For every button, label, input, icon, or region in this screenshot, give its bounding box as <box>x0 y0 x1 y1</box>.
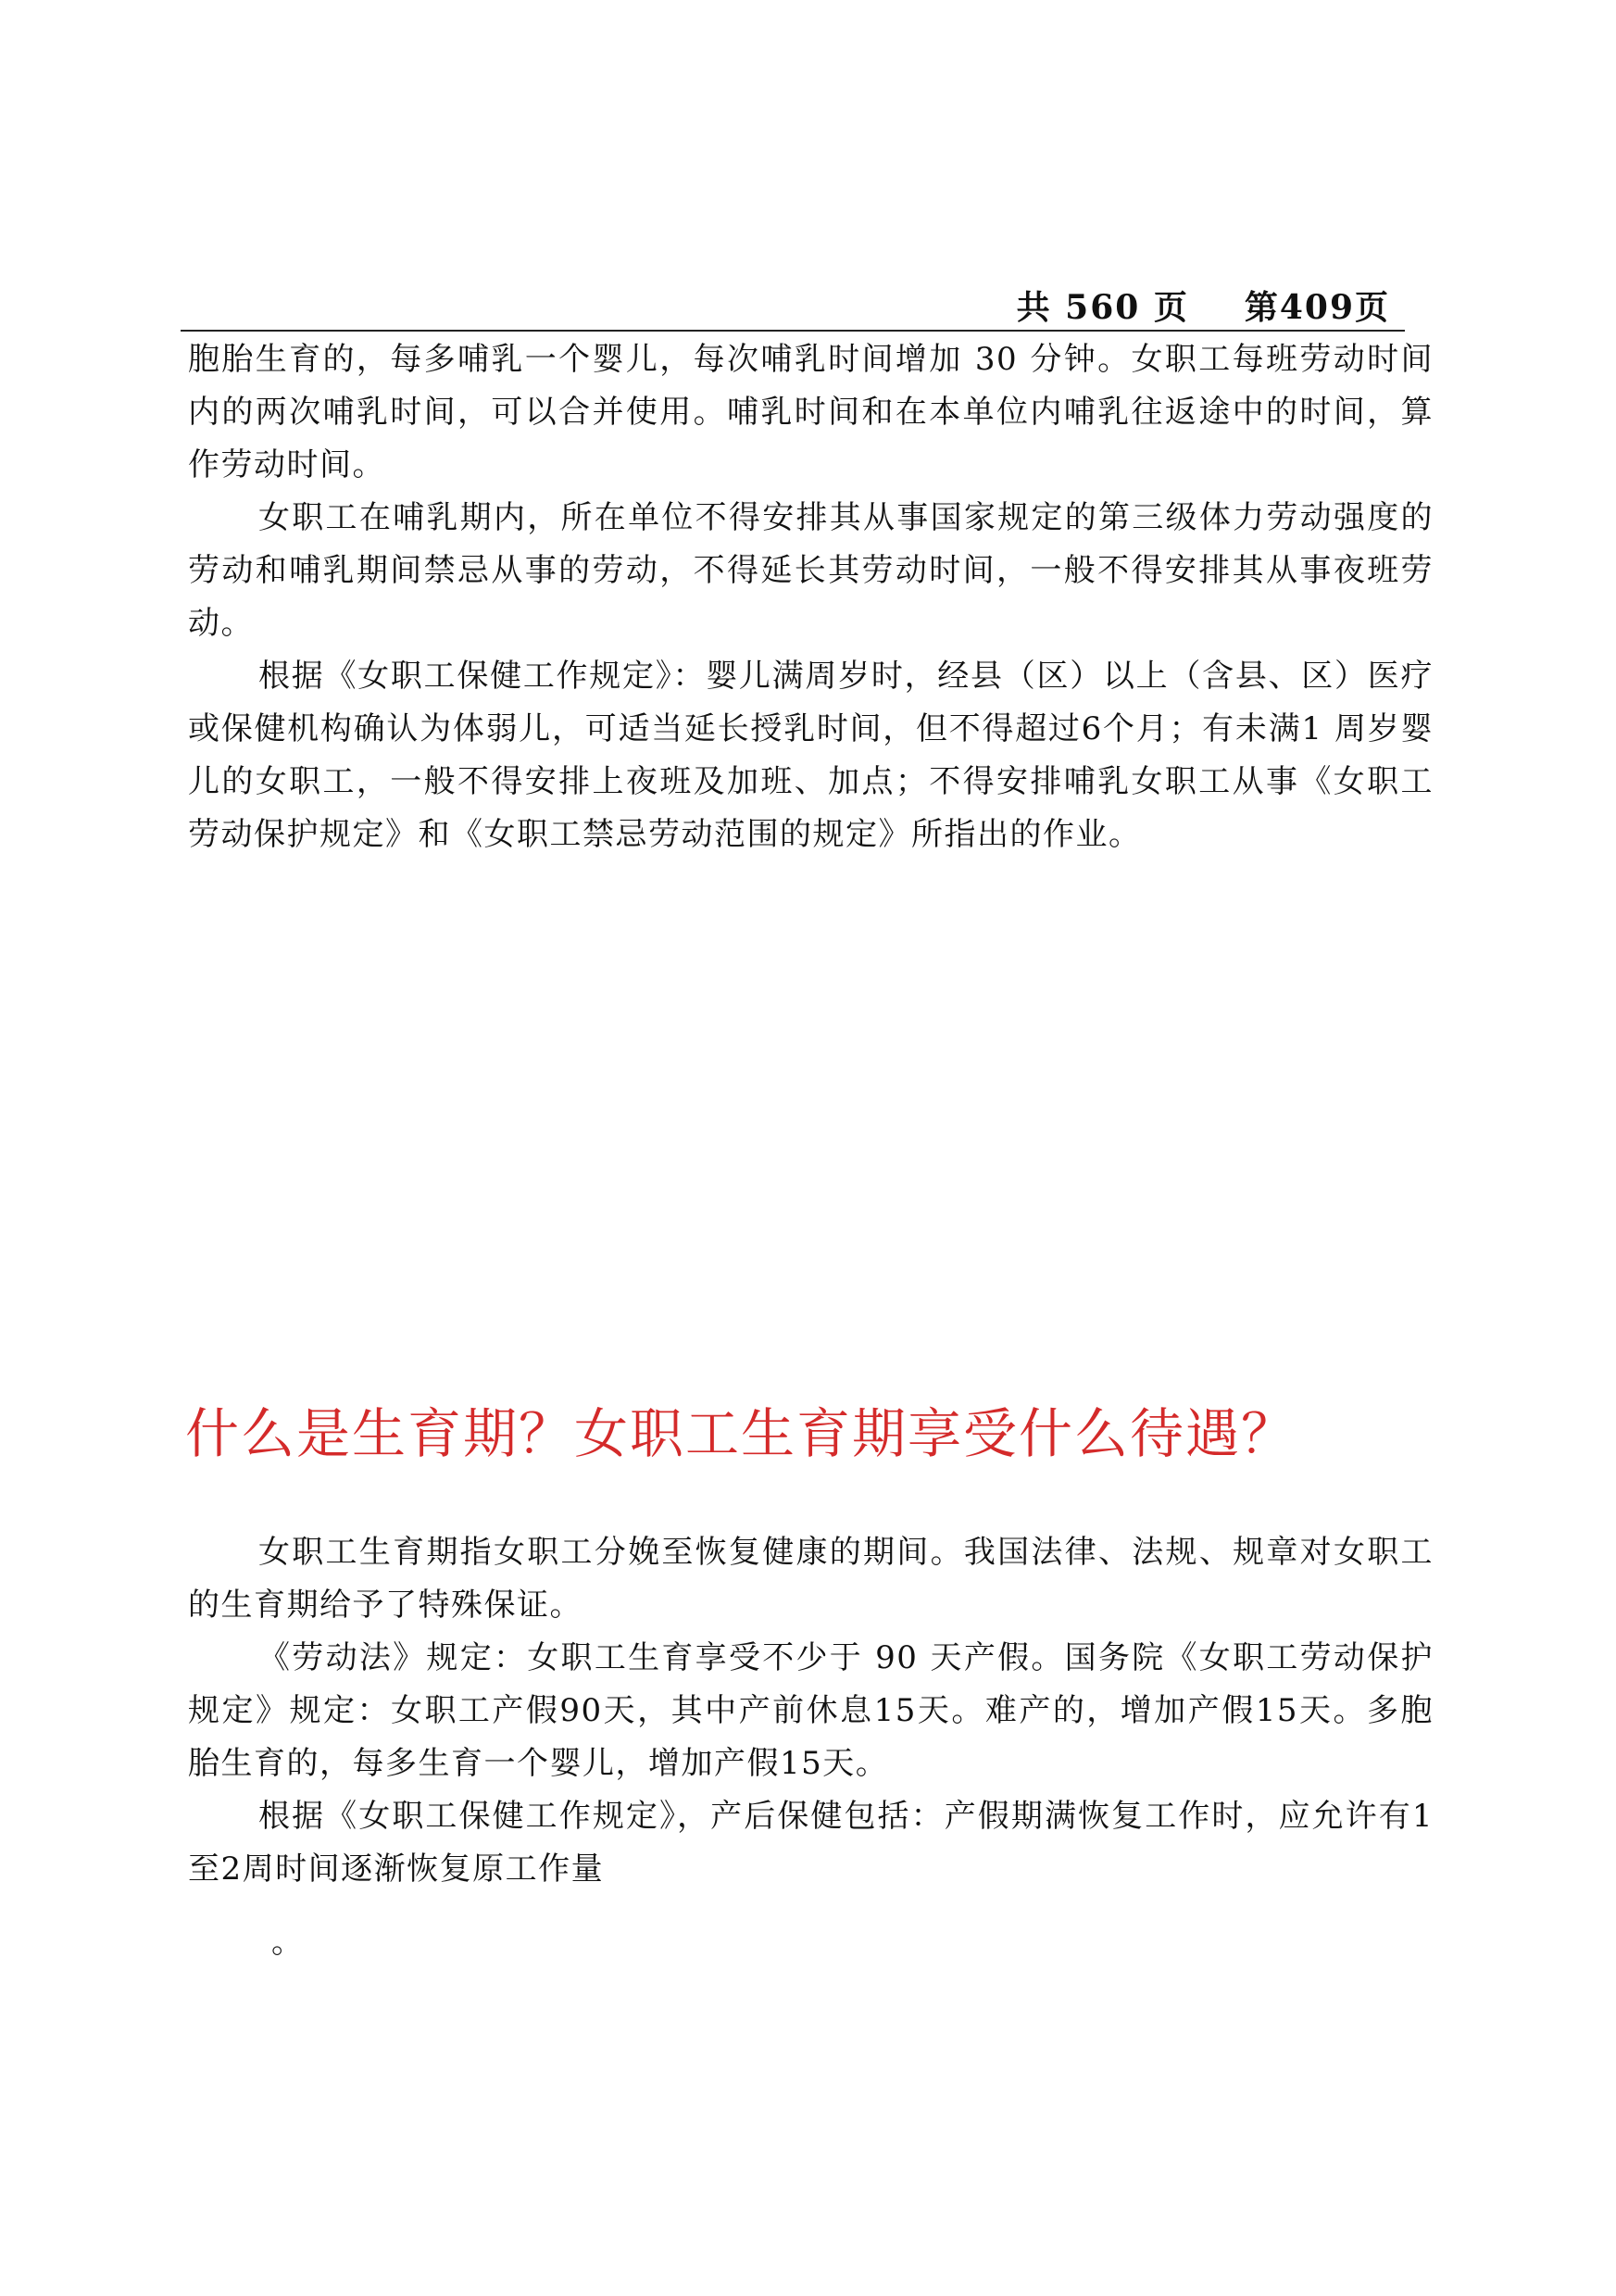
current-page: 第409页 <box>1244 288 1390 327</box>
paragraph: 根据《女职工保健工作规定》：婴儿满周岁时，经县（区）以上（含县、区）医疗或保健机构确认为体弱儿，可适当延长授乳时间，但不得超过6个月；有未满1 周岁婴儿的女职工，一般不得安排上夜班及加班、加点；不得安排哺乳女职工从事《女职工劳动保护规定》和《女职工禁忌劳动范围的规定》所指出的作业。 <box>188 658 1434 853</box>
paragraph: 胞胎生育的，每多哺乳一个婴儿，每次哺乳时间增加 30 分钟。女职工每班劳动时间内的两次哺乳时间，可以合并使用。哺乳时间和在本单位内哺乳往返途中的时间，算作劳动时间。 <box>188 341 1434 483</box>
total-pages: 共 560 页 <box>1016 288 1189 327</box>
section-1-body <box>188 333 1434 861</box>
trailing-period: 。 <box>271 1924 303 1961</box>
paragraph: 女职工生育期指女职工分娩至恢复健康的期间。我国法律、法规、规章对女职工的生育期给予了特殊保证。 <box>188 1534 1434 1624</box>
page-header <box>181 274 1405 332</box>
paragraph: 女职工在哺乳期内，所在单位不得安排其从事国家规定的第三级体力劳动强度的劳动和哺乳期间禁忌从事的劳动，不得延长其劳动时间，一般不得安排其从事夜班劳动。 <box>188 499 1434 642</box>
paragraph: 《劳动法》规定：女职工生育享受不少于 90 天产假。国务院《女职工劳动保护规定》规定：女职工产假90天，其中产前休息15天。难产的，增加产假15天。多胞胎生育的，每多生育一个婴儿，增加产假15天。 <box>188 1639 1434 1782</box>
section-title: 什么是生育期？女职工生育期享受什么待遇？ <box>185 1402 1297 1465</box>
page-count <box>1017 282 1390 329</box>
paragraph: 根据《女职工保健工作规定》，产后保健包括：产假期满恢复工作时，应允许有1至2周时间逐渐恢复原工作量 <box>188 1798 1434 1888</box>
section-2-body <box>188 1526 1434 1896</box>
